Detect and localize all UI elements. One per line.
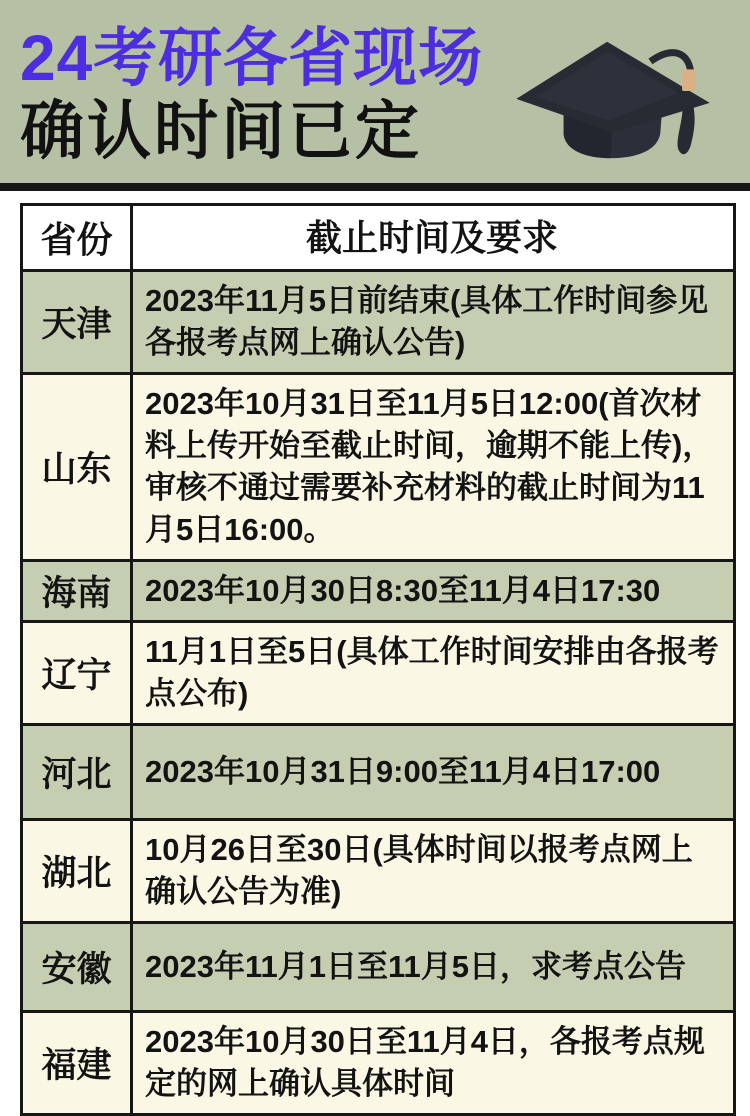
page-title-line2: 确认时间已定	[20, 95, 422, 167]
deadline-cell: 2023年10月30日8:30至11月4日17:30	[145, 573, 661, 608]
province-cell: 河北	[23, 726, 133, 818]
deadline-cell: 2023年10月31日至11月5日12:00(首次材料上传开始至截止时间，逾期不能上传)，审核不通过需要补充材料的截止时间为11月5日16:00。	[145, 386, 714, 547]
province-cell: 辽宁	[23, 623, 133, 723]
graduation-cap-icon	[504, 20, 722, 168]
province-cell: 山东	[23, 375, 133, 559]
deadline-cell: 10月26日至30日(具体时间以报考点网上确认公告为准)	[145, 832, 693, 909]
column-header-province: 省份	[23, 206, 133, 269]
deadline-cell: 11月1日至5日(具体工作时间安排由各报考点公布)	[145, 634, 719, 711]
schedule-table	[20, 203, 736, 1116]
table-row	[23, 620, 733, 723]
table-body	[23, 269, 733, 1113]
province-cell: 安徽	[23, 924, 133, 1010]
divider-rule	[0, 183, 750, 191]
province-cell: 福建	[23, 1013, 133, 1113]
table-row	[23, 1010, 733, 1113]
column-header-deadline: 截止时间及要求	[305, 216, 558, 258]
deadline-cell: 2023年11月1日至11月5日，求考点公告	[145, 949, 686, 984]
table-row	[23, 372, 733, 559]
table-header-row	[23, 206, 733, 269]
province-cell: 湖北	[23, 821, 133, 921]
table-row	[23, 818, 733, 921]
header-band	[0, 0, 750, 183]
table-row	[23, 921, 733, 1010]
page-title	[20, 20, 483, 166]
page-title-line1: 24考研各省现场	[20, 22, 484, 94]
province-cell: 天津	[23, 272, 133, 372]
table-row	[23, 559, 733, 620]
table-row	[23, 269, 733, 372]
table-row	[23, 723, 733, 818]
deadline-cell: 2023年10月31日9:00至11月4日17:00	[145, 754, 661, 789]
province-cell: 海南	[23, 562, 133, 620]
deadline-cell: 2023年11月5日前结束(具体工作时间参见各报考点网上确认公告)	[145, 283, 709, 360]
deadline-cell: 2023年10月30日至11月4日，各报考点规定的网上确认具体时间	[145, 1024, 705, 1101]
